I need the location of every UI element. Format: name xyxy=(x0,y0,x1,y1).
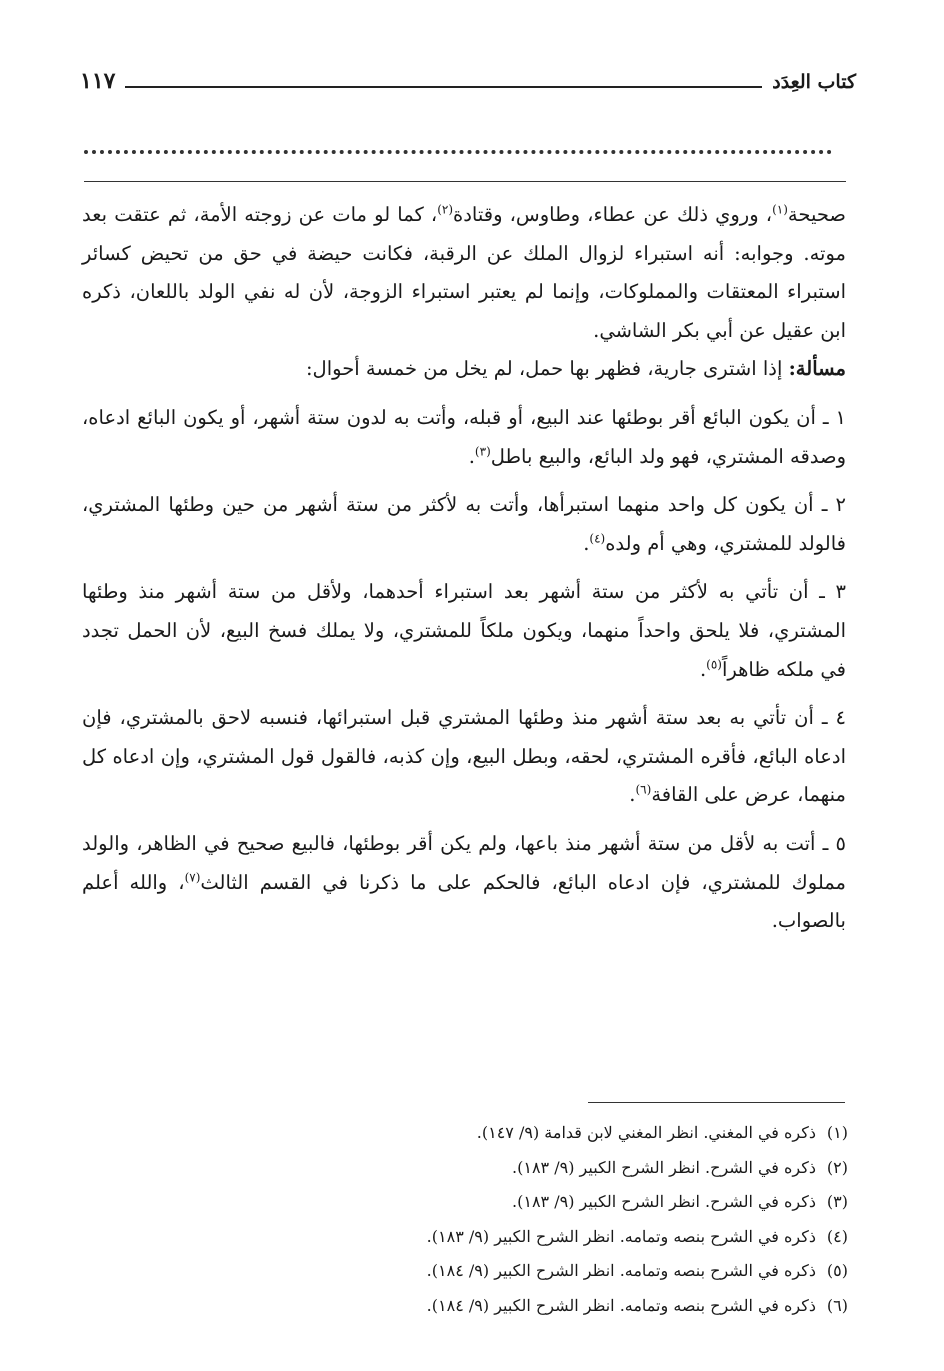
chapter-title: كتاب العِدَد xyxy=(772,71,856,93)
text-run: ٣ ـ أن تأتي به لأكثر من ستة أشهر بعد استبراء أحدهما، ولأقل من ستة أشهر منذ وطئها المشتري، فلا يلحق واحداً منهما، ويكون ملكاً للمشتري، ولا يملك فسخ البيع، لأن الحمل تجدد في ملكه ظاهراً xyxy=(82,580,846,681)
footnote-ref: (٤) xyxy=(589,531,606,546)
paragraph-continuation xyxy=(82,196,846,350)
paragraph-masala xyxy=(82,350,846,389)
footnote xyxy=(300,1289,848,1324)
footnote-number: (١) xyxy=(826,1123,848,1142)
page-header xyxy=(80,52,856,92)
case-4 xyxy=(82,699,846,815)
footnote-text: ذكره في الشرح بنصه وتمامه. انظر الشرح الكبير (٩/ ١٨٣). xyxy=(426,1226,816,1246)
case-1 xyxy=(82,399,846,476)
footnotes xyxy=(300,1116,848,1323)
text-run: . xyxy=(629,783,636,807)
text-run: . xyxy=(699,657,707,681)
footnote-text: ذكره في الشرح بنصه وتمامه. انظر الشرح الكبير (٩/ ١٨٤). xyxy=(426,1295,816,1315)
text-run: ، وروي ذلك عن عطاء، وطاوس، وقتادة xyxy=(453,203,773,226)
footnote xyxy=(300,1254,848,1289)
footnote-ref: (٦) xyxy=(635,782,652,797)
footnote xyxy=(300,1220,848,1255)
footnote-number: (٦) xyxy=(826,1295,848,1315)
case-2 xyxy=(82,486,846,563)
case-3 xyxy=(82,573,846,689)
footnote-number: (٤) xyxy=(826,1226,848,1246)
text-run: ، والله أعلم بالصواب. xyxy=(82,870,846,933)
footnote-text: ذكره في المغني. انظر المغني لابن قدامة (٩/ ١٤٧). xyxy=(476,1123,816,1142)
elision-dots xyxy=(84,136,832,154)
text-run: ٥ ـ أتت به لأقل من ستة أشهر منذ باعها، ولم يكن أقر بوطئها، فالبيع صحيح في الظاهر، والولد مملوك للمشتري، فإن ادعاه البائع، فالحكم على ما ذكرنا في القسم الثالث xyxy=(82,831,846,894)
text-run: . xyxy=(583,531,590,555)
footnote-ref: (١) xyxy=(772,202,788,217)
footnote-separator xyxy=(588,1102,845,1103)
text-run: صحيحة xyxy=(787,203,846,226)
footnote-text: ذكره في الشرح. انظر الشرح الكبير (٩/ ١٨٣). xyxy=(512,1192,816,1211)
text-run: ٤ ـ أن تأتي به بعد ستة أشهر منذ وطئها المشتري قبل استبرائها، فنسبه لاحق بالمشتري، فإن ادعاه البائع، فأقره المشتري، لحقه، وبطل البيع، وإن كذبه، فالقول قول المشتري، وإن ادعاه كل منهما، عرض على القافة xyxy=(82,706,846,807)
footnote-number: (٥) xyxy=(826,1261,848,1280)
text-run: . xyxy=(468,444,475,468)
section-divider xyxy=(84,181,846,182)
footnote-ref: (٢) xyxy=(437,202,454,217)
text-run: ٢ ـ أن يكون كل واحد منهما استبرأها، وأتت به لأكثر من ستة أشهر من حين وطئها المشتري، فالولد للمشتري، وهي أم ولده xyxy=(82,493,846,555)
footnote-ref: (٧) xyxy=(184,870,201,884)
text-run: ، كما لو مات عن زوجته الأمة، ثم عتقت بعد موته. وجوابه: أنه استبراء لزوال الملك عن الرقبة، فكانت حيضة في حق من تحيض كسائر استبراء المعتقات والمملوكات، وإنما لم يعتبر استبراء الزوجة، لأن له نفي الولد باللعان، ذكره ابن عقيل عن أبي بكر الشاشي. xyxy=(82,203,846,342)
page-number: ١١٧ xyxy=(80,68,116,94)
footnote-number: (٣) xyxy=(826,1192,848,1211)
masala-label: مسألة: xyxy=(788,357,846,381)
footnote-text: ذكره في الشرح بنصه وتمامه. انظر الشرح الكبير (٩/ ١٨٤). xyxy=(426,1261,816,1280)
footnote-ref: (٣) xyxy=(474,444,491,459)
header-rule xyxy=(125,86,762,88)
footnote-ref: (٥) xyxy=(706,657,722,672)
footnote xyxy=(300,1185,848,1220)
footnote-text: ذكره في الشرح. انظر الشرح الكبير (٩/ ١٨٣). xyxy=(512,1157,816,1177)
main-text xyxy=(82,196,846,941)
case-5 xyxy=(82,825,846,941)
text-run: ١ ـ أن يكون البائع أقر بوطئها عند البيع، أو قبله، وأتت به لدون ستة أشهر، أو يكون البائع ادعاه، وصدقه المشتري، فهو ولد البائع، والبيع باطل xyxy=(82,405,846,468)
text-run: إذا اشترى جارية، فظهر بها حمل، لم يخل من خمسة أحوال: xyxy=(305,357,789,381)
footnote-number: (٢) xyxy=(826,1157,848,1177)
footnote xyxy=(300,1116,848,1151)
footnote xyxy=(300,1151,848,1186)
